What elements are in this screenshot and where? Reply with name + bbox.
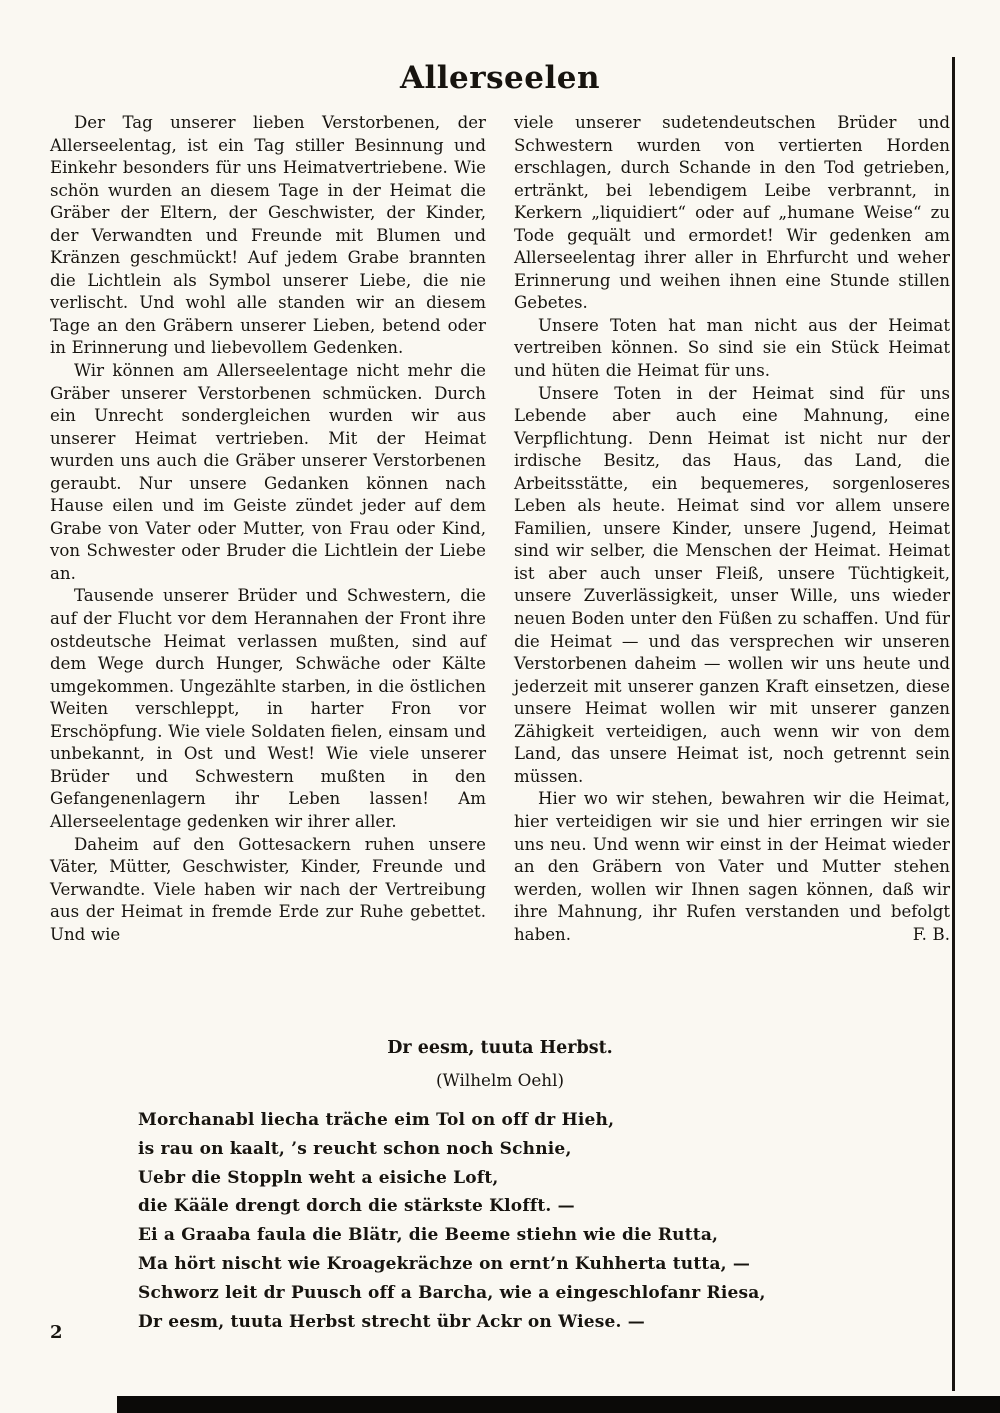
poem-line: Ma hört nischt wie Kroagekrächze on ernt’n Kuhherta tutta, — xyxy=(138,1253,751,1274)
article-body xyxy=(50,112,950,946)
paragraph: viele unserer sudetendeutschen Brüder und Schwestern wurden von vertierten Horden erschlagen, durch Schande in den Tod getrieben, ertränkt, bei lebendigem Leibe verbrannt, in Kerkern „liquidiert“ oder auf „humane Weise“ zu Tode gequält und ermordet! Wir gedenken am Allerseelentag ihrer aller in Ehrfurcht und weher Erinnerung und weihen ihnen eine Stunde stillen Gebetes. xyxy=(514,113,950,313)
poem-line: is rau on kaalt, ’s reucht schon noch Schnie, xyxy=(138,1138,572,1159)
article-column-left xyxy=(50,112,486,946)
page-number: 2 xyxy=(50,1322,63,1343)
poem-line: die Kääle drengt dorch die stärkste Klofft. — xyxy=(138,1196,575,1217)
scan-bottom-bar xyxy=(117,1396,1000,1413)
paragraph xyxy=(514,788,950,946)
paragraph: Der Tag unserer lieben Verstorbenen, der Allerseelentag, ist ein Tag stiller Besinnung und Einkehr besonders für uns Heimatvertriebene. Wie schön wurden an diesem Tage in der Heimat die Gräber der Eltern, der Geschwister, der Kinder, der Verwandten und Freunde mit Blumen und Kränzen geschmückt! Auf jedem Grabe brannten die Lichtlein als Symbol unserer Liebe, die nie verlischt. Und wohl alle standen wir an diesem Tage an den Gräbern unserer Lieben, betend oder in Erinnerung und liebevollem Gedenken. xyxy=(50,113,486,358)
scan-edge-line xyxy=(952,57,955,1391)
poem-line: Schworz leit dr Puusch off a Barcha, wie a eingeschlofanr Riesa, xyxy=(138,1282,766,1303)
poem-line: Morchanabl liecha träche eim Tol on off dr Hieh, xyxy=(138,1110,615,1130)
page-title: Allerseelen xyxy=(399,60,601,96)
paragraph: Daheim auf den Gottesackern ruhen unsere Väter, Mütter, Geschwister, Kinder, Freunde und Verwandte. Viele haben wir nach der Vertreibung aus der Heimat in fremde Erde zur Ruhe gebettet. Und wie xyxy=(50,834,486,944)
article-column-right xyxy=(514,112,950,946)
paragraph: Wir können am Allerseelentage nicht mehr die Gräber unserer Verstorbenen schmücken. Durch ein Unrecht sondergleichen wurden wir aus unserer Heimat vertrieben. Mit der Heimat wurden uns auch die Gräber unserer Verstorbenen geraubt. Nur unsere Gedanken können nach Hause eilen und im Geiste zündet jeder auf dem Grabe von Vater oder Mutter, von Frau oder Kind, von Schwester oder Bruder die Lichtlein der Liebe an. xyxy=(50,361,486,583)
poem-line: Uebr die Stoppln weht a eisiche Loft, xyxy=(138,1167,499,1188)
paragraph-text: Hier wo wir stehen, bewahren wir die Heimat, hier verteidigen wir sie und hier erringen wir sie uns neu. Und wenn wir einst in der Heimat wieder an den Gräbern von Vater und Mutter stehen werden, wollen wir Ihnen sagen können, daß wir ihre Mahnung, ihr Rufen verstanden und befolgt haben. xyxy=(514,789,950,944)
poem-title: Dr eesm, tuuta Herbst. xyxy=(387,1038,613,1058)
paragraph: Unsere Toten in der Heimat sind für uns Lebende aber auch eine Mahnung, eine Verpflichtung. Denn Heimat ist nicht nur der irdische Besitz, das Haus, das Land, die Arbeitsstätte, ein bequemeres, sorgenloseres Leben als heute. Heimat sind vor allem unsere Familien, unsere Kinder, unsere Jugend, Heimat sind wir selber, die Menschen der Heimat. Heimat ist aber auch unser Fleiß, unsere Tüchtigkeit, unsere Zuverlässigkeit, unser Wille, uns wieder neuen Boden unter den Füßen zu schaffen. Und für die Heimat — und das versprechen wir unseren Verstorbenen daheim — wollen wir uns heute und jederzeit mit unserer ganzen Kraft einsetzen, diese unsere Heimat wollen wir mit unserer ganzen Zähigkeit verteidigen, auch wenn wir von dem Land, das unsere Heimat ist, noch getrennt sein müssen. xyxy=(514,383,950,786)
poem-line: Dr eesm, tuuta Herbst strecht übr Ackr on Wiese. — xyxy=(138,1311,645,1332)
paragraph: Unsere Toten hat man nicht aus der Heimat vertreiben können. So sind sie ein Stück Heimat und hüten die Heimat für uns. xyxy=(514,315,950,381)
author-initials: F. B. xyxy=(912,924,950,944)
poem-line: Ei a Graaba faula die Blätr, die Beeme stiehn wie die Rutta, xyxy=(138,1225,719,1246)
poem-body xyxy=(138,1106,950,1336)
paragraph: Tausende unserer Brüder und Schwestern, die auf der Flucht vor dem Herannahen der Front ihre ostdeutsche Heimat verlassen mußten, sind auf dem Wege durch Hunger, Schwäche oder Kälte umgekommen. Ungezählte starben, in die östlichen Weiten verschleppt, in harter Fron vor Erschöpfung. Wie viele Soldaten fielen, einsam und unbekannt, in Ost und West! Wie viele unserer Brüder und Schwestern mußten in den Gefangenenlagern ihr Leben lassen! Am Allerseelentage gedenken wir ihrer aller. xyxy=(50,586,486,831)
poem-author: (Wilhelm Oehl) xyxy=(436,1070,564,1090)
poem-section xyxy=(50,1038,950,1336)
